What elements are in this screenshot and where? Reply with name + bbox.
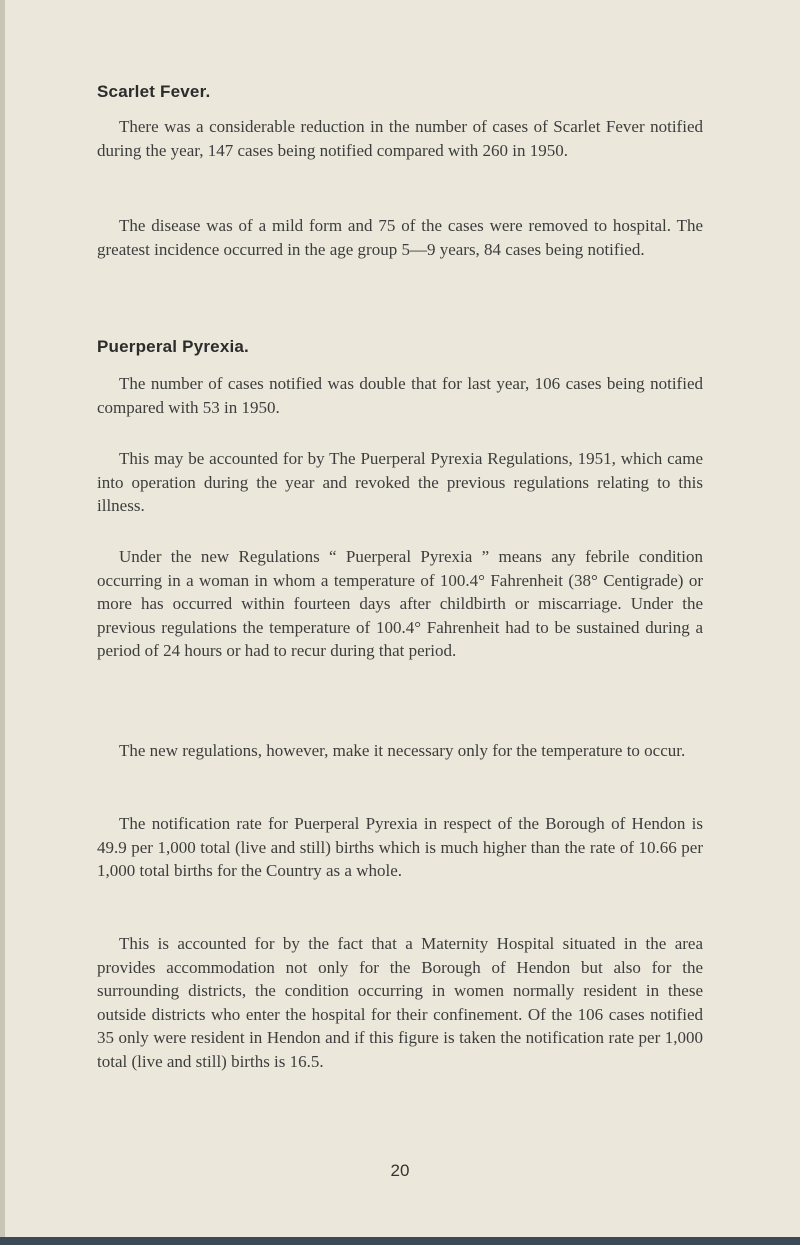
paragraph-pyrexia-2: This may be accounted for by The Puerperal Pyrexia Regulations, 1951, which came into operation during the year and revoked the previous regulations relating to this illness. — [97, 449, 703, 515]
paragraph-pyrexia-6: This is accounted for by the fact that a Maternity Hospital situated in the area provides accommodation not only for the Borough of Hendon but also for the surrounding districts, the condition occurring in women normally resident in these outside districts who enter the hospital for their confinement. Of the 106 cases notified 35 only were resident in Hendon and if this figure is taken the notification rate per 1,000 total (live and still) births is 16.5. — [97, 934, 703, 1071]
page-bottom-edge — [0, 1237, 800, 1245]
paragraph-pyrexia-1: The number of cases notified was double that for last year, 106 cases being notified compared with 53 in 1950. — [97, 374, 703, 417]
heading-scarlet-fever: Scarlet Fever. — [97, 82, 211, 101]
paragraph-pyrexia-3: Under the new Regulations “ Puerperal Pyrexia ” means any febrile condition occurring in a woman in whom a temperature of 100.4° Fahrenheit (38° Centigrade) or more has occurred within fourteen days after childbirth or miscarriage. Under the previous regulations the temperature of 100.4° Fahrenheit had to be sustained during a period of 24 hours or had to recur during that period. — [97, 547, 703, 660]
paragraph-pyrexia-4: The new regulations, however, make it necessary only for the temperature to occur. — [119, 741, 686, 760]
page-left-edge — [0, 0, 5, 1245]
page-number: 20 — [390, 1161, 410, 1180]
heading-puerperal-pyrexia: Puerperal Pyrexia. — [97, 337, 249, 356]
paragraph-pyrexia-5: The notification rate for Puerperal Pyrexia in respect of the Borough of Hendon is 49.9 per 1,000 total (live and still) births which is much higher than the rate of 10.66 per 1,000 total births for the Country as a whole. — [97, 814, 703, 880]
paragraph-scarlet-1: There was a considerable reduction in the number of cases of Scarlet Fever notified during the year, 147 cases being notified compared with 260 in 1950. — [97, 117, 703, 160]
paragraph-scarlet-2: The disease was of a mild form and 75 of the cases were removed to hospital. The greatest incidence occurred in the age group 5—9 years, 84 cases being notified. — [97, 216, 703, 259]
